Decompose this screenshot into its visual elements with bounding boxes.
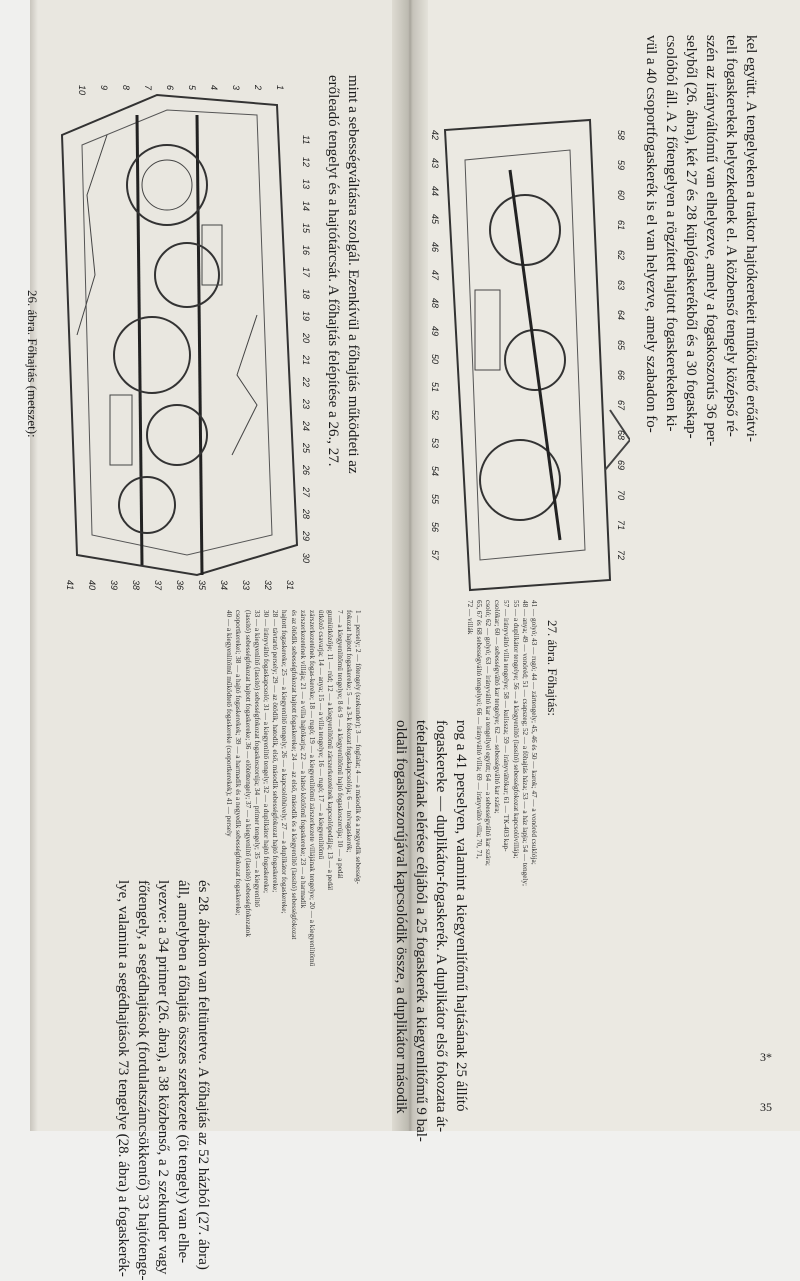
legend-line: hajtott fogaskereke; 25 — a kiegyenlítő tengely; 26 — a kapcsolóhüvely; 27 — a duplikátor fogaskereke;	[280, 610, 289, 914]
figure-callout: 13	[301, 179, 311, 190]
figure-callout: 38	[131, 580, 141, 591]
figure-callout: 8	[121, 85, 131, 91]
legend-line: csoló; 62 — golyó; 63 — irányváltó kar a tengellyel együtt; 64 — a sebességváltó kar szára;	[483, 600, 492, 866]
figure-callout: 18	[301, 289, 311, 300]
figure-27-drawing	[430, 110, 630, 600]
right-top-text-line-2: teli fogaskerekek helyezkednek el. A közbenső tengely középső ré-	[723, 35, 739, 437]
figure-callout: 1	[275, 85, 285, 91]
figure-callout: 37	[153, 580, 163, 591]
figure-callout: 42	[430, 130, 440, 141]
figure-callout: 31	[285, 580, 295, 591]
figure-callout: 19	[301, 311, 311, 322]
figure-callout: 41	[65, 580, 75, 591]
figure-callout: 33	[241, 580, 251, 591]
figure-callout: 56	[430, 522, 440, 533]
figure-callout: 21	[301, 355, 311, 366]
left-bottom-text-line-3: lyezve: a 34 primer (26. ábra), a 38 közbenső, a 2 szekunder vagy	[155, 880, 171, 1275]
left-page-text-blocks	[12, 0, 372, 1281]
figure-callout: 11	[301, 135, 311, 145]
legend-line: 48 — anya; 49 — vonóréd; 51 — csapszeg; 52 — a főhajtás háza; 53 — a ház lapja; 54 — tengely;	[520, 600, 529, 887]
figure-callout: 47	[430, 270, 440, 281]
legend-line: csolókar; 60 — sebességváltó kar tengelye; 62 — sebességváltó kar szára;	[493, 600, 502, 814]
figure-callout: 22	[301, 377, 311, 388]
figure-callout: 63	[616, 280, 626, 291]
figure-callout: 5	[187, 85, 197, 91]
legend-line: zárszerkezetének fogas-kereke; 18 — rugó; 19 — a kiegyenlítőmű zárszerkezete villájának tengelye; 20 — a kiegyenlítőmű	[307, 610, 316, 967]
figure-callout: 65	[616, 340, 626, 351]
figure-callout: 55	[430, 494, 440, 505]
legend-line: 65, 67 és 68 sebességváltó tengelyei; 66 — irányváltó villa; 69 — irányváltó villa; 70, 71,	[474, 600, 483, 859]
page-number: 35	[760, 1100, 772, 1114]
figure-callout: 51	[430, 382, 440, 393]
figure-callout: 68	[616, 430, 626, 441]
figure-callout: 32	[263, 580, 273, 591]
figure-callout: 10	[77, 85, 87, 96]
figure-callout: 25	[301, 443, 311, 454]
figure-callout: 43	[430, 158, 440, 169]
legend-line: (lassító) sebességfokozat hajtott fogaskereke; 36 — előtéttengely; 37 — a kiegyenlítő (lassító) sebességfokozatok	[243, 610, 252, 937]
figure-26-caption: 26. ábra. Főhajtás (metszet):	[25, 290, 40, 438]
right-top-text-line-3: szén az irányváltómű van elhelyezve, amely a fogaskoszorús 36 per-	[703, 35, 719, 447]
right-bottom-text-line-2: fogaskereke — duplikátor-fogaskerék. A duplikátor első fokozata át-	[433, 720, 449, 1133]
figure-callout: 44	[430, 186, 440, 197]
legend-line: ütköző csavarja; 14 — anya; 15 — a villa tengelye; 16 — rugó; 17 — a kiegyenlítőmű	[317, 610, 326, 860]
figure-callout: 45	[430, 214, 440, 225]
right-top-text-line-4: selyből (26. ábra), két 27 és 28 küplógaskerékből és a 30 fogaskap-	[683, 35, 699, 439]
legend-line: 41 — golyó; 43 — rugó; 44 — zártengely; 45, 46 és 50 — karok; 47 — a vonóréd csuklója;	[530, 600, 538, 865]
right-top-text-line-5: csolóból áll. A 2 főtengelyen a rögzített hajtott fogaskerekeken ki-	[663, 35, 679, 432]
figure-callout: 26	[301, 465, 311, 476]
figure-callout: 4	[209, 85, 219, 91]
left-top-text-line-1: mint a sebességváltásra szolgál. Ezenkívül a főhajtás működteti az	[345, 75, 361, 474]
figure-callout: 40	[87, 580, 97, 591]
legend-line: fokozat hajtott fogaskereke; 5 — a 3-k fokozat fogaskapcsolója; 6 — tolvagaskerék;	[344, 610, 353, 853]
signature-mark: 3*	[760, 1050, 772, 1064]
figure-callout: 52	[430, 410, 440, 421]
figure-callout: 48	[430, 298, 440, 309]
figure-callout: 69	[616, 460, 626, 471]
figure-callout: 50	[430, 354, 440, 365]
figure-callout: 46	[430, 242, 440, 253]
right-bottom-text-line-1: rog a 41 perselyen, valamint a kiegyenlítőmű hajtásának 25 állító	[453, 720, 469, 1112]
figure-callout: 7	[143, 85, 153, 91]
figure-callout: 71	[616, 520, 626, 531]
figure-callout: 54	[430, 466, 440, 477]
legend-line: 57 — irányváltó villa tengelye; 58 — kulissza; 59 — irányváltókar; 61 — ТК-403 kap-	[502, 600, 511, 852]
figure-callout: 62	[616, 250, 626, 261]
figure-callout: 60	[616, 190, 626, 201]
legend-line: 28 — távtartó persely; 29 — az ötödik, hatodik, első, második sebességfokozat hajtó fogaskereke;	[271, 610, 280, 893]
legend-line: és az ötödik sebességfokozat hajtott fogaskereke; 24 — az első, második és a kiegyenlítő (lassító) sebességfokozat	[289, 610, 298, 940]
legend-line: 30 — irányváltó fogaskapcsoló; 31 — a kiegyenlítő tengely; 32 — a duplikátor hajtó fogaskereke;	[261, 610, 270, 894]
figure-callout: 34	[219, 580, 229, 591]
left-bottom-text-line-2: áll, amelyben a főhajtás összes szerkezete (öt tengely) van elhe-	[175, 880, 191, 1264]
figure-callout: 20	[301, 333, 311, 344]
figure-callout: 61	[616, 220, 626, 231]
figure-callout: 72	[616, 550, 626, 561]
figure-callout: 30	[301, 553, 311, 564]
right-bottom-text-line-3: tételarányának elérése céljából a 25 fogaskerék a kiegyenlítőmű 9 bal-	[413, 720, 429, 1142]
figure-callout: 64	[616, 310, 626, 321]
figure-callout: 9	[99, 85, 109, 91]
left-bottom-text-line-4: főtengely, a segédhajtások (fordulatszámcsökkentő) 33 hajtótenge-	[135, 880, 151, 1281]
figure-callout: 70	[616, 490, 626, 501]
left-bottom-text-line-5: lye, valamint a segédhajtások 73 tengelye (28. ábra) a fogaskerék-	[115, 880, 131, 1277]
legend-line: 72 — villák	[465, 600, 474, 635]
figure-callout: 58	[616, 130, 626, 141]
figure-callout: 57	[430, 550, 440, 561]
figure-callout: 53	[430, 438, 440, 449]
right-page-content	[390, 0, 770, 1142]
figure-callout: 16	[301, 245, 311, 256]
figure-callout: 3	[231, 85, 241, 91]
figure-callout: 24	[301, 421, 311, 432]
legend-line: 55 — a duplikátor tengelye; 56 — a kiegyenlítő (lassító) sebességfokozat kapcsolóvillája;	[511, 600, 520, 859]
legend-line: 1 — persely; 2 — főtengely (szekunder); 3 — foglalat; 4 — a második és a negyedik sebesség-	[354, 610, 362, 885]
figure-callout: 29	[301, 531, 311, 542]
left-top-text-line-2: erőleadó tengelyt és a hajtótárcsát. A főhajtás felépítése a 26., 27.	[325, 75, 341, 467]
legend-line: gumiütközője; 11 — rúd; 12 — a kiegyenlítőmű zárszerkezetének kapcsolópedálja; 13 — a pedál	[326, 610, 335, 891]
figure-callout: 17	[301, 267, 311, 278]
figure-callout: 39	[109, 580, 119, 591]
figure-callout: 6	[165, 85, 175, 91]
figure-callout: 35	[197, 580, 207, 591]
figure-callout: 66	[616, 370, 626, 381]
figure-callout: 12	[301, 157, 311, 168]
right-top-text-line-6: vül a 40 csoportfogaskerék is el van helyezve, amely szabadon fo-	[643, 35, 659, 433]
legend-line: 40 — a kiegyenlítőmű működtető fogaskereke (csoportkerekek); 41 — persely	[225, 610, 234, 837]
figure-callout: 27	[301, 487, 311, 498]
legend-line: 33 — a kiegyenlítő (lassító) sebességfokozat fogaskoszorúja; 34 — primer tengely; 35 — a kiegyenlítő	[252, 610, 261, 908]
legend-line: zárszerkezetének villája; 21 — a villa hajtókarja; 22 — a hátsó közlőmű fogaskereke; 23 — a harmadik	[298, 610, 307, 909]
right-top-text-line-1: kel együtt. A tengelyeken a traktor hajtókerekeit működtető erőátvi-	[743, 35, 759, 442]
left-bottom-text-line-1: és 28. ábrákon van feltüntetve. A főhajtás az 52 házból (27. ábra)	[195, 880, 211, 1270]
figure-callout: 36	[175, 580, 185, 591]
figure-27-legend	[464, 600, 538, 1020]
legend-line: 7 — a kiegyenlítőmű tengelye; 8 és 9 — a kiegyenlítőmű hajtó fogaskoszorúja; 10 — a pedál	[335, 610, 344, 879]
figure-callout: 14	[301, 201, 311, 212]
figure-callout: 59	[616, 160, 626, 171]
figure-26-legend	[224, 610, 362, 1030]
figure-callout: 23	[301, 399, 311, 410]
figure-callout: 67	[616, 400, 626, 411]
legend-line: csoportkerekei; 38 — a hajtó fogaskerekek; 39 — a harmadik és a negyedik sebességfokozat fogaskereke;	[234, 610, 243, 916]
figure-callout: 2	[253, 85, 263, 91]
right-bottom-text-line-4: oldali fogaskoszorújával kapcsolódik össze, a duplikátor második	[393, 720, 409, 1114]
figure-callout: 28	[301, 509, 311, 520]
figure-callout: 15	[301, 223, 311, 234]
figure-callout: 49	[430, 326, 440, 337]
figure-27-caption: 27. ábra. Főhajtás:	[545, 620, 560, 717]
